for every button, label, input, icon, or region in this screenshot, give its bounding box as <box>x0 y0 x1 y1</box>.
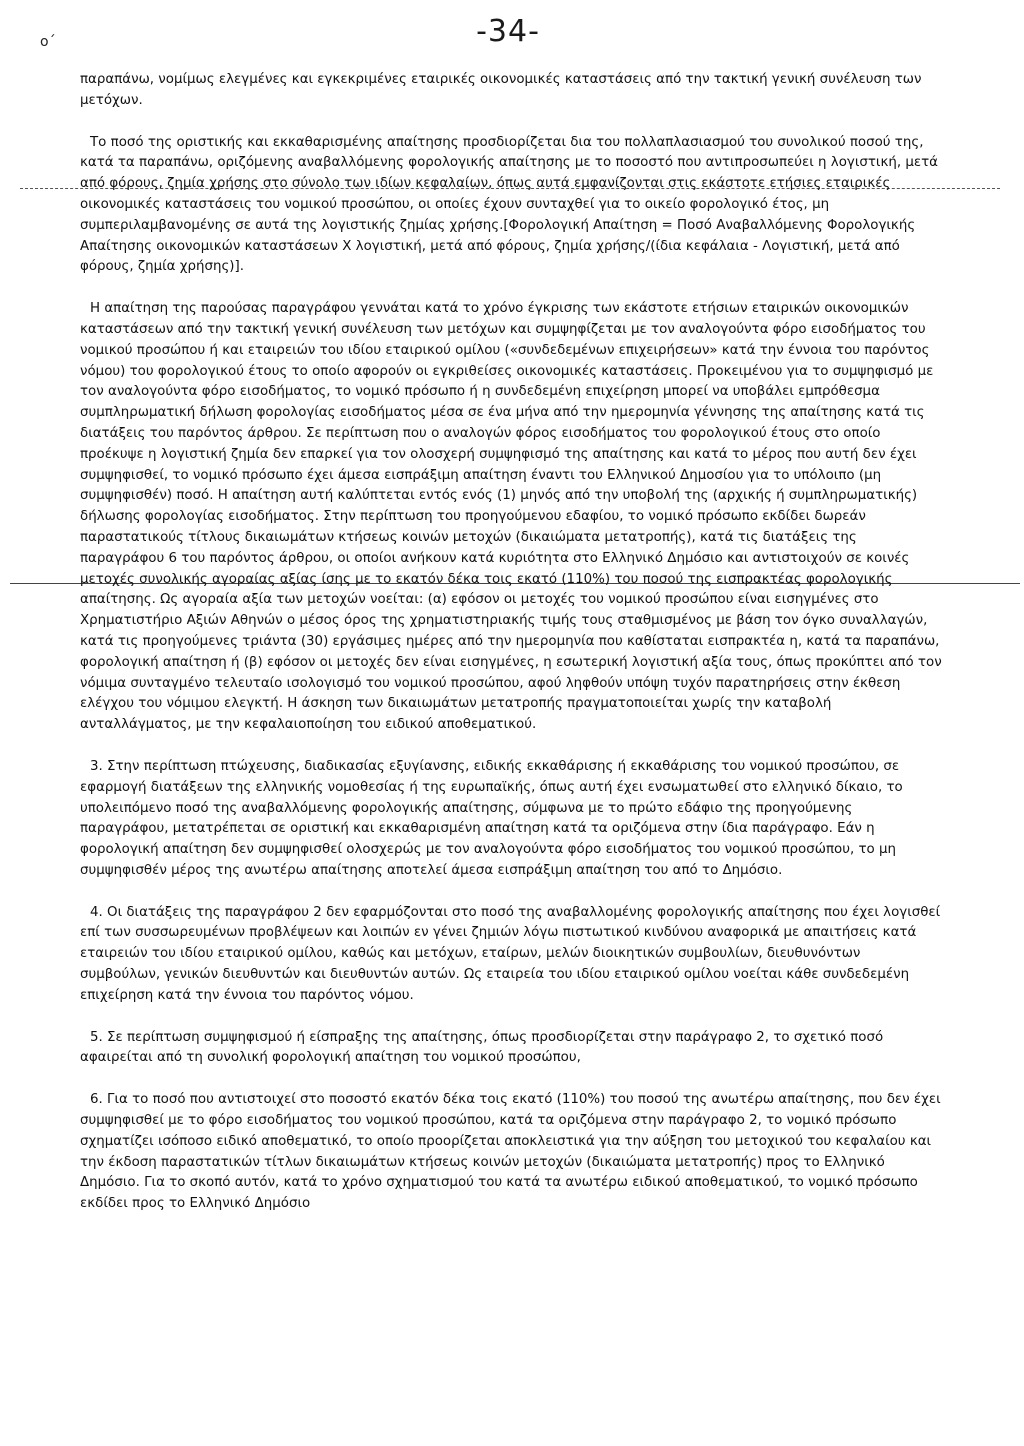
paragraph-3: 3. Στην περίπτωση πτώχευσης, διαδικασίας εξυγίανσης, ειδικής εκκαθάρισης ή εκκαθάρισης του νομικού προσώπου, σε εφαρμογή διατάξεων της ελληνικής νομοθεσίας ή της ευρωπαϊκής, όπως αυτή έχει ενσωματωθεί στο ελληνικό δίκαιο, το υπολειπόμενο ποσό της αναβαλλόμενης φορολογικής απαίτησης, σύμφωνα με το πρώτο εδάφιο της προηγούμενης παραγράφου, μετατρέπεται σε οριστική και εκκαθαρισμένη απαίτηση κατά τα οριζόμενα στην ίδια παράγραφο. Εάν η φορολογική απαίτηση δεν συμψηφισθεί ολοσχερώς με τον αναλογούντα φόρο εισοδήματος του νομικού προσώπου, το μη συμψηφισθέν μέρος της ανωτέρω απαίτησης αποτελεί άμεσα εισπράξιμη απαίτηση του από το Δημόσιο. <box>80 758 903 878</box>
paragraph-continuation: παραπάνω, νομίμως ελεγμένες και εγκεκριμένες εταιρικές οικονομικές καταστάσεις από την τακτική γενική συνέλευση των μετόχων. <box>80 72 922 108</box>
paragraph-4: 4. Οι διατάξεις της παραγράφου 2 δεν εφαρμόζονται στο ποσό της αναβαλλομένης φορολογικής απαίτησης που έχει λογισθεί επί των συσσωρευμένων προβλέψεων και λοιπών εν γένει ζημιών λόγω πιστωτικού κινδύνου αναφορικά με απαιτήσεις κατά εταιρειών του ιδίου εταιρικού ομίλου, καθώς και μετόχων, εταίρων, μελών διοικητικών συμβουλίων, διευθυνόντων συμβούλων, γενικών διευθυντών και διευθυντών αυτών. Ως εταιρεία του ιδίου εταιρικού ομίλου νοείται κάθε συνδεδεμένη επιχείρηση κατά την έννοια του παρόντος νόμου. <box>80 904 941 1003</box>
paragraph-5: 5. Σε περίπτωση συμψηφισμού ή είσπραξης της απαίτησης, όπως προσδιορίζεται στην παράγραφο 2, το σχετικό ποσό αφαιρείται από τη συνολική φορολογική απαίτηση του νομικού προσώπου, <box>80 1029 884 1066</box>
corner-mark: o´ <box>40 34 56 50</box>
paragraph-claim-amount: Το ποσό της οριστικής και εκκαθαρισμένης απαίτησης προσδιορίζεται δια του πολλαπλασιασμού του συνολικού ποσού της, κατά τα παραπάνω, οριζόμενης αναβαλλόμενης φορολογικής απαίτησης με το ποσοστό που αντιπροσωπεύει η λογιστική, μετά από φόρους, ζημία χρήσης στο σύνολο των ιδίων κεφαλαίων, όπως αυτά εμφανίζονται στις εκάστοτε ετήσιες εταιρικές οικονομικές καταστάσεις του νομικού προσώπου, οι οποίες έχουν συνταχθεί για το οικείο φορολογικό έτος, μη συμπεριλαμβανομένης σε αυτά της λογιστικής ζημίας χρήσης.[Φορολογική Απαίτηση = Ποσό Αναβαλλόμενης Φορολογικής Απαίτησης οικονομικών καταστάσεων Χ λογιστική, μετά από φόρους, ζημία χρήσης/(ίδια κεφάλαια - Λογιστική, μετά από φόρους, ζημία χρήσης)]. <box>80 134 938 275</box>
paragraph-6: 6. Για το ποσό που αντιστοιχεί στο ποσοστό εκατόν δέκα τοις εκατό (110%) του ποσού της ανωτέρω απαίτησης, που δεν έχει συμψηφισθεί με το φόρο εισοδήματος του νομικού προσώπου, κατά τα οριζόμενα στην παράγραφο 2, το νομικό πρόσωπο σχηματίζει ισόποσο ειδικό αποθεματικό, το οποίο προορίζεται αποκλειστικά για την αύξηση του μετοχικού του κεφαλαίου και την έκδοση παραστατικών τίτλων δικαιωμάτων κτήσεως κοινών μετοχών (δικαιώματα μετατροπής) προς το Ελληνικό Δημόσιο. Για το σκοπό αυτόν, κατά το χρόνο σχηματισμού του κατά τα ανωτέρω ειδικού αποθεματικού, το νομικό πρόσωπο εκδίδει προς το Ελληνικό Δημόσιο <box>80 1092 941 1212</box>
page-number: -34- <box>476 14 540 49</box>
paragraph-claim-arises: Η απαίτηση της παρούσας παραγράφου γεννάται κατά το χρόνο έγκρισης των εκάστοτε ετήσιων εταιρικών οικονομικών καταστάσεων από την τακτική γενική συνέλευση των μετόχων και συμψηφίζεται με τον αναλογούντα φόρο εισοδήματος του νομικού προσώπου ή και εταιρειών του ιδίου εταιρικού ομίλου («συνδεδεμένων επιχειρήσεων» κατά την έννοια του παρόντος νόμου) του φορολογικού έτους το οποίο αφορούν οι εγκριθείσες οικονομικές καταστάσεις. Προκειμένου για το συμψηφισμό με τον αναλογούντα φόρο εισοδήματος, το νομικό πρόσωπο ή η συνδεδεμένη επιχείρηση μπορεί να υποβάλει εμπρόθεσμα συμπληρωματική δήλωση φορολογίας εισοδήματος μέσα σε ένα μήνα από την ημερομηνία γέννησης της απαίτησης κατά τις διατάξεις του παρόντος άρθρου. Σε περίπτωση που ο αναλογών φόρος εισοδήματος του φορολογικού έτους στο οποίο προέκυψε η λογιστική ζημία δεν επαρκεί για τον ολοσχερή συμψηφισμό της απαίτησης και κατά το μέρος που αυτή δεν έχει συμψηφισθεί, το νομικό πρόσωπο έχει άμεσα εισπράξιμη απαίτηση έναντι του Ελληνικού Δημοσίου για το υπόλοιπο (μη συμψηφισθέν) ποσό. Η απαίτηση αυτή καλύπτεται εντός ενός (1) μηνός από την υποβολή της (αρχικής ή συμπληρωματικής) δήλωσης φορολογίας εισοδήματος. Στην περίπτωση του προηγούμενου εδαφίου, το νομικό πρόσωπο εκδίδει δωρεάν παραστατικούς τίτλους δικαιωμάτων κτήσεως κοινών μετοχών (δικαιώματα μετατροπής), κατά τις διατάξεις της παραγράφου 6 του παρόντος άρθρου, οι οποίοι ανήκουν κατά κυριότητα στο Ελληνικό Δημόσιο και αντιστοιχούν σε κοινές μετοχές συνολικής αγοραίας αξίας ίσης με το εκατόν δέκα τοις εκατό (110%) του ποσού της εισπρακτέας φορολογικής απαίτησης. Ως αγοραία αξία των μετοχών νοείται: (α) εφόσον οι μετοχές του νομικού προσώπου είναι εισηγμένες στο Χρηματιστήριο Αξιών Αθηνών ο μέσος όρος της χρηματιστηριακής τιμής τους σταθμισμένος με βάση τον όγκο συναλλαγών, κατά τις προηγούμενες τριάντα (30) εργάσιμες ημέρες από την ημερομηνία που καθίσταται εισπρακτέα η, κατά τα παραπάνω, φορολογική απαίτηση ή (β) εφόσον οι μετοχές δεν είναι εισηγμένες, η εσωτερική λογιστική αξία τους, όπως προκύπτει από τον νόμιμα συνταγμένο τελευταίο ισολογισμό του νομικού προσώπου, αφού ληφθούν υπόψη τυχόν παρατηρήσεις στην έκθεση ελέγχου του νόμιμου ελεγκτή. Η άσκηση των δικαιωμάτων μετατροπής πραγματοποιείται χωρίς την καταβολή ανταλλάγματος, με την κεφαλαιοποίηση του ειδικού αποθεματικού. <box>80 301 942 733</box>
document-body <box>80 70 942 1236</box>
